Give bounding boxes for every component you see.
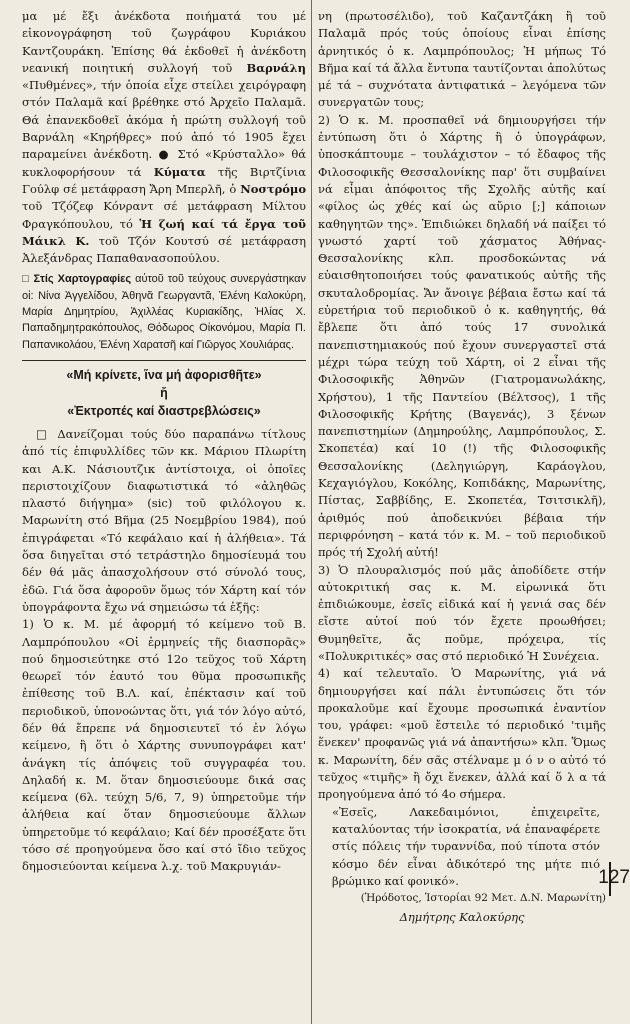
column-divider — [311, 0, 312, 1024]
article-paragraph: 1) Ὁ κ. Μ. μέ ἀφορμή τό κείμενο τοῦ Β. Λαμπρόπουλου «Οἱ ἑρμηνείς τῆς διασπορᾶς» πού δημοσιεύτηκε στό 12ο τεῦχος τοῦ Χάρτη θεωρεῖ τόν ἑαυτό του θῦμα προσωπικῆς ἐπίθεσης τοῦ Β.Λ. καί, ἐπέκτασιν καί τοῦ περιοδικοῦ, ὑπονοώντας ὅτι, γιά τόν λόγο αὐτό, δέν θά ἔπρεπε νά δημοσιευτεῖ τό ἐν λόγω κείμενο, ἢ ὅτι ὁ Χάρτης συνυπογράφει κατ' ἀνάγκη τίς ἀπόψεις τοῦ συγγραφέα του. Δηλαδή κ. Μ. ὅταν δημοσιεύουμε δικά σας κείμενα (6λ. τεύχη 5/6, 7, 9) ὑπηρετοῦμε τήν ἀλήθεια καί ὅταν δημοσιεύουμε ἄλλων ὑπηρετοῦμε τό κεφάλαιο; Καί δέν προσέξατε ὅτι τόσο σέ προηγούμενα ὅσο καί στό ἴδιο τεῦχος δημοσιεύονται κείμενα λ.χ. τοῦ Μακρυγιάν- — [22, 617, 306, 874]
article-paragraph: νη (πρωτοσέλιδο), τοῦ Καζαντζάκη ἢ τοῦ Παλαμᾶ πρός τούς ὁποίους εἶναι ἐπίσης ἀρνητικός ὁ κ. Λαμπρόπουλος; Ἡ μήπως Τό Βῆμα καί τά ἄλλα ἔντυπα ταυτίζονται ἀπολύτως μέ τά – συχνότατα ἀντιφατικά – λεγόμενα τῶν συνεργατῶν τους; — [318, 9, 606, 110]
quote-citation: (Ἡρόδοτος, Ἱστορίαι 92 Μετ. Δ.Ν. Μαρωνίτη) — [360, 892, 606, 905]
article-paragraph: 2) Ὁ κ. Μ. προσπαθεῖ νά δημιουργήσει τήν ἐντύπωση ὅτι ὁ Χάρτης ἢ ὁ ὑπογράφων, ὑποσκάπτουμε – τουλάχιστον – τό ἔδαφος τῆς Φιλοσοφικῆς Θεσσαλονίκης παρ' ὅτι συμβαίνει νά εἶμαι ἀπόφοιτος τῆς Σχολῆς αὐτῆς καί «φίλος ὡς χθές καί ὡς αὔριο [;] κάποιων καθηγητῶν της». Ἐπιδιώκει δηλαδή νά παίξει τό γνωστό χαρτί τοῦ χάσματος Ἀθήνας-Θεσσαλονίκης κλπ. προσδοκώντας νά εὐαισθητοποιήσει τούς φανατικούς αὐτῆς τῆς σκυταλοδρομίας. Ἄν ἄνοιγε βέβαια ἔστω καί τά εὐρετήρια τοῦ περιοδικοῦ ὁ κ. καθηγητής, θά ἔβλεπε ὅτι ἀπό τούς 17 συνολικά πανεπιστημιακούς πού ἔχουν συνεργαστεῖ στά μέχρι τώρα τεύχη τοῦ Χάρτη, οἱ 2 εἶναι τῆς Φιλοσοφικῆς Ἀθηνῶν (Γιατρομανωλάκης, Χρήστου), 1 τῆς Παντείου (Βέλτσος), 1 τῆς Φιλοσοφικῆς Κρήτης (Βαγενάς), 3 ξένων πανεπιστημίων (Δημηρούλης, Λαμπρόπουλος, Σ. Σκοπετέα) καί 10 (!) τῆς Φιλοσοφικῆς Θεσσαλονίκης (Δεληγιώργη, Καράογλου, Κεχαγιόγλου, Κοκόλης, Κοπιδάκης, Μαρωνίτης, Πίστας, Σαββίδης, Ε. Σκοπετέα, Τσιτσικλῆ), ἀριθμός πού ἀποδεικνύει βέβαια τήν περιφρόνηση – κατά τόν κ. Μ. – τοῦ περιοδικοῦ πρός τή Σχολή αὐτή! — [318, 112, 606, 560]
varnali-name: Βαρνάλη — [246, 60, 306, 75]
article-paragraph: 4) καί τελευταῖο. Ὁ Μαρωνίτης, γιά νά δημιουργήσει καί πάλι ἐντυπώσεις ὅτι τόν προκαλοῦμε καί ἔχουμε προσωπικά ἐναντίον του, γράφει: «μοῦ ἔστειλε τό περιοδικό 'τιμῆς ἕνεκεν' προφανῶς γιά νά ἀπαντήσω» κλπ. Ὅμως κ. Μαρωνίτη, δέν σᾶς στέλναμε μ ό ν ο αὐτό τό τεῦχος «τιμῆς» ἢ ὄχι ἕνεκεν, ἀλλά καί ὅ λ α τά προηγούμενα ἀπό τό 4ο σήμερα. — [318, 666, 606, 802]
author-signature: Δημήτρης Καλοκύρης — [399, 910, 525, 925]
article-heading-1: «Μή κρίνετε, ἵνα μή ἀφορισθῆτε» — [66, 367, 262, 382]
article-heading-2: «Ἐκτροπές καί διαστρεβλώσεις» — [67, 403, 261, 418]
left-column — [22, 8, 306, 1024]
article-paragraph: 3) Ὁ πλουραλισμός πού μᾶς ἀποδίδετε στήν αὐτοκριτική σας κ. Μ. εἰρωνικά ὅτι ἐπιδιώκουμε, ἐσεῖς εἰδικά καί ἡ γενιά σας δέν εἴστε αὐτοί πού τόν ἔχετε προωθήσει; Θυμηθεῖτε, ἄς ποῦμε, πρόχειρα, τίς «Πολυκριτικές» σας στό περιοδικό Ἡ Συνέχεια. — [318, 562, 606, 663]
kymata-title: Κύματα — [153, 164, 206, 179]
article-paragraph: □ Δανείζομαι τούς δύο παραπάνω τίτλους ἀπό τίς ἐπιφυλλίδες τῶν κκ. Μάριου Πλωρίτη και Α.Κ. Νάσιουτζικ ἀντίστοιχα, οἱ ὁποῖες περιστοιχίζουν διαφωτιστικά τό «ἀληθῶς πλαστό διήγημα» (sic) τοῦ φιλόλογου κ. Μαρωνίτη στό Βῆμα (25 Νοεμβρίου 1984), πού ἐπιγράφεται «Τό κεφάλαιο καί ἡ ἀλήθεια». Τά ὅσα διηγεῖται στό τετράστηλο δημοσίευμά του δέν θά μᾶς ἀπασχολήσουν στό σύνολό τους, ἐδῶ. Γιά ὅσα ἀφοροῦν ὅμως τόν Χάρτη καί τόν ὑπογράφοντα ἔχω νά σημειώσω τά ἑξῆς: — [22, 426, 306, 614]
square-bullet-icon: □ — [22, 273, 30, 286]
nostromo-title: Νοστρόμο — [240, 181, 307, 196]
section-rule — [22, 360, 306, 361]
intro-paragraph: μα μέ ἔξι ἀνέκδοτα ποιήματά του μέ εἰκονογράφηση τοῦ ζωγράφου Κυριάκου Καντζουράκη. Ἐπίσης θά ἐκδοθεῖ ἡ ἀνέκδοτη νεανική ποιητική συλλογή τοῦ Βαρνάλη «Πυθμένες», τήν ὁποία εἶχε στείλει χειρόγραφη στόν Παλαμᾶ καί βρέθηκε στό Ἀρχεῖο Παλαμᾶ. Θά ἐπανεκδοθεῖ ἀκόμα ἡ πρώτη συλλογή τοῦ Βαρνάλη «Κηρήθρες» πού ἀπό τό 1905 ἔχει παραμείνει ἀνέκδοτη. ● Στό «Κρύσταλλο» θά κυκλοφορήσουν τά Κύματα τῆς Βιρτζίνια Γούλφ σέ μετάφραση Ἄρη Μπερλῆ, ὁ Νοστρόμο τοῦ Τζόζεφ Κόνραντ σέ μετάφραση Μίλτου Φραγκόπουλου, τό Ἡ ζωή καί τά ἔργα τοῦ Μάικλ Κ. τοῦ Τζόν Κουτσύ σέ μετάφραση Ἀλεξάνδρας Παπαθανασοπούλου. — [22, 9, 307, 266]
square-bullet-icon: □ — [36, 426, 51, 441]
credits-label: Στίς Χαρτογραφίες — [33, 273, 132, 286]
article-heading-or: ἤ — [160, 385, 168, 400]
credits-paragraph: □ Στίς Χαρτογραφίες αὐτοῦ τοῦ τεύχους συνεργάστηκαν οἱ: Νίνα Ἀγγελίδου, Ἀθηνᾶ Γεωργαντᾶ, Ἑλένη Καλοκύρη, Μαρία Δημητρίου, Ἀχιλλέας Κυριακίδης, Ἠλίας Χ. Παπαδημητρακόπουλος, Θόδωρος Οἰκονόμου, Μαρία Π. Παπανικολάου, Ἑλένη Χαρατσῆ καί Γιῶργος Χουλιάρας. — [22, 273, 306, 351]
right-column — [318, 8, 606, 1024]
page-number: 127 — [598, 867, 630, 888]
zoi-title: Ἡ ζωή καί τά ἔργα τοῦ Μάικλ Κ. — [22, 216, 306, 248]
bullet-icon: ● — [158, 147, 172, 162]
herodotus-quote: «Ἐσεῖς, Λακεδαιμόνιοι, ἐπιχειρεῖτε, καταλύοντας τήν ἰσοκρατία, νά ἐπαναφέρετε στίς πόλεις τήν τυραννίδα, πού τίποτα στόν κόσμο δέν εἶναι ἀδικότερό της μήτε πιό βρώμικο καί φονικό». — [332, 804, 600, 888]
